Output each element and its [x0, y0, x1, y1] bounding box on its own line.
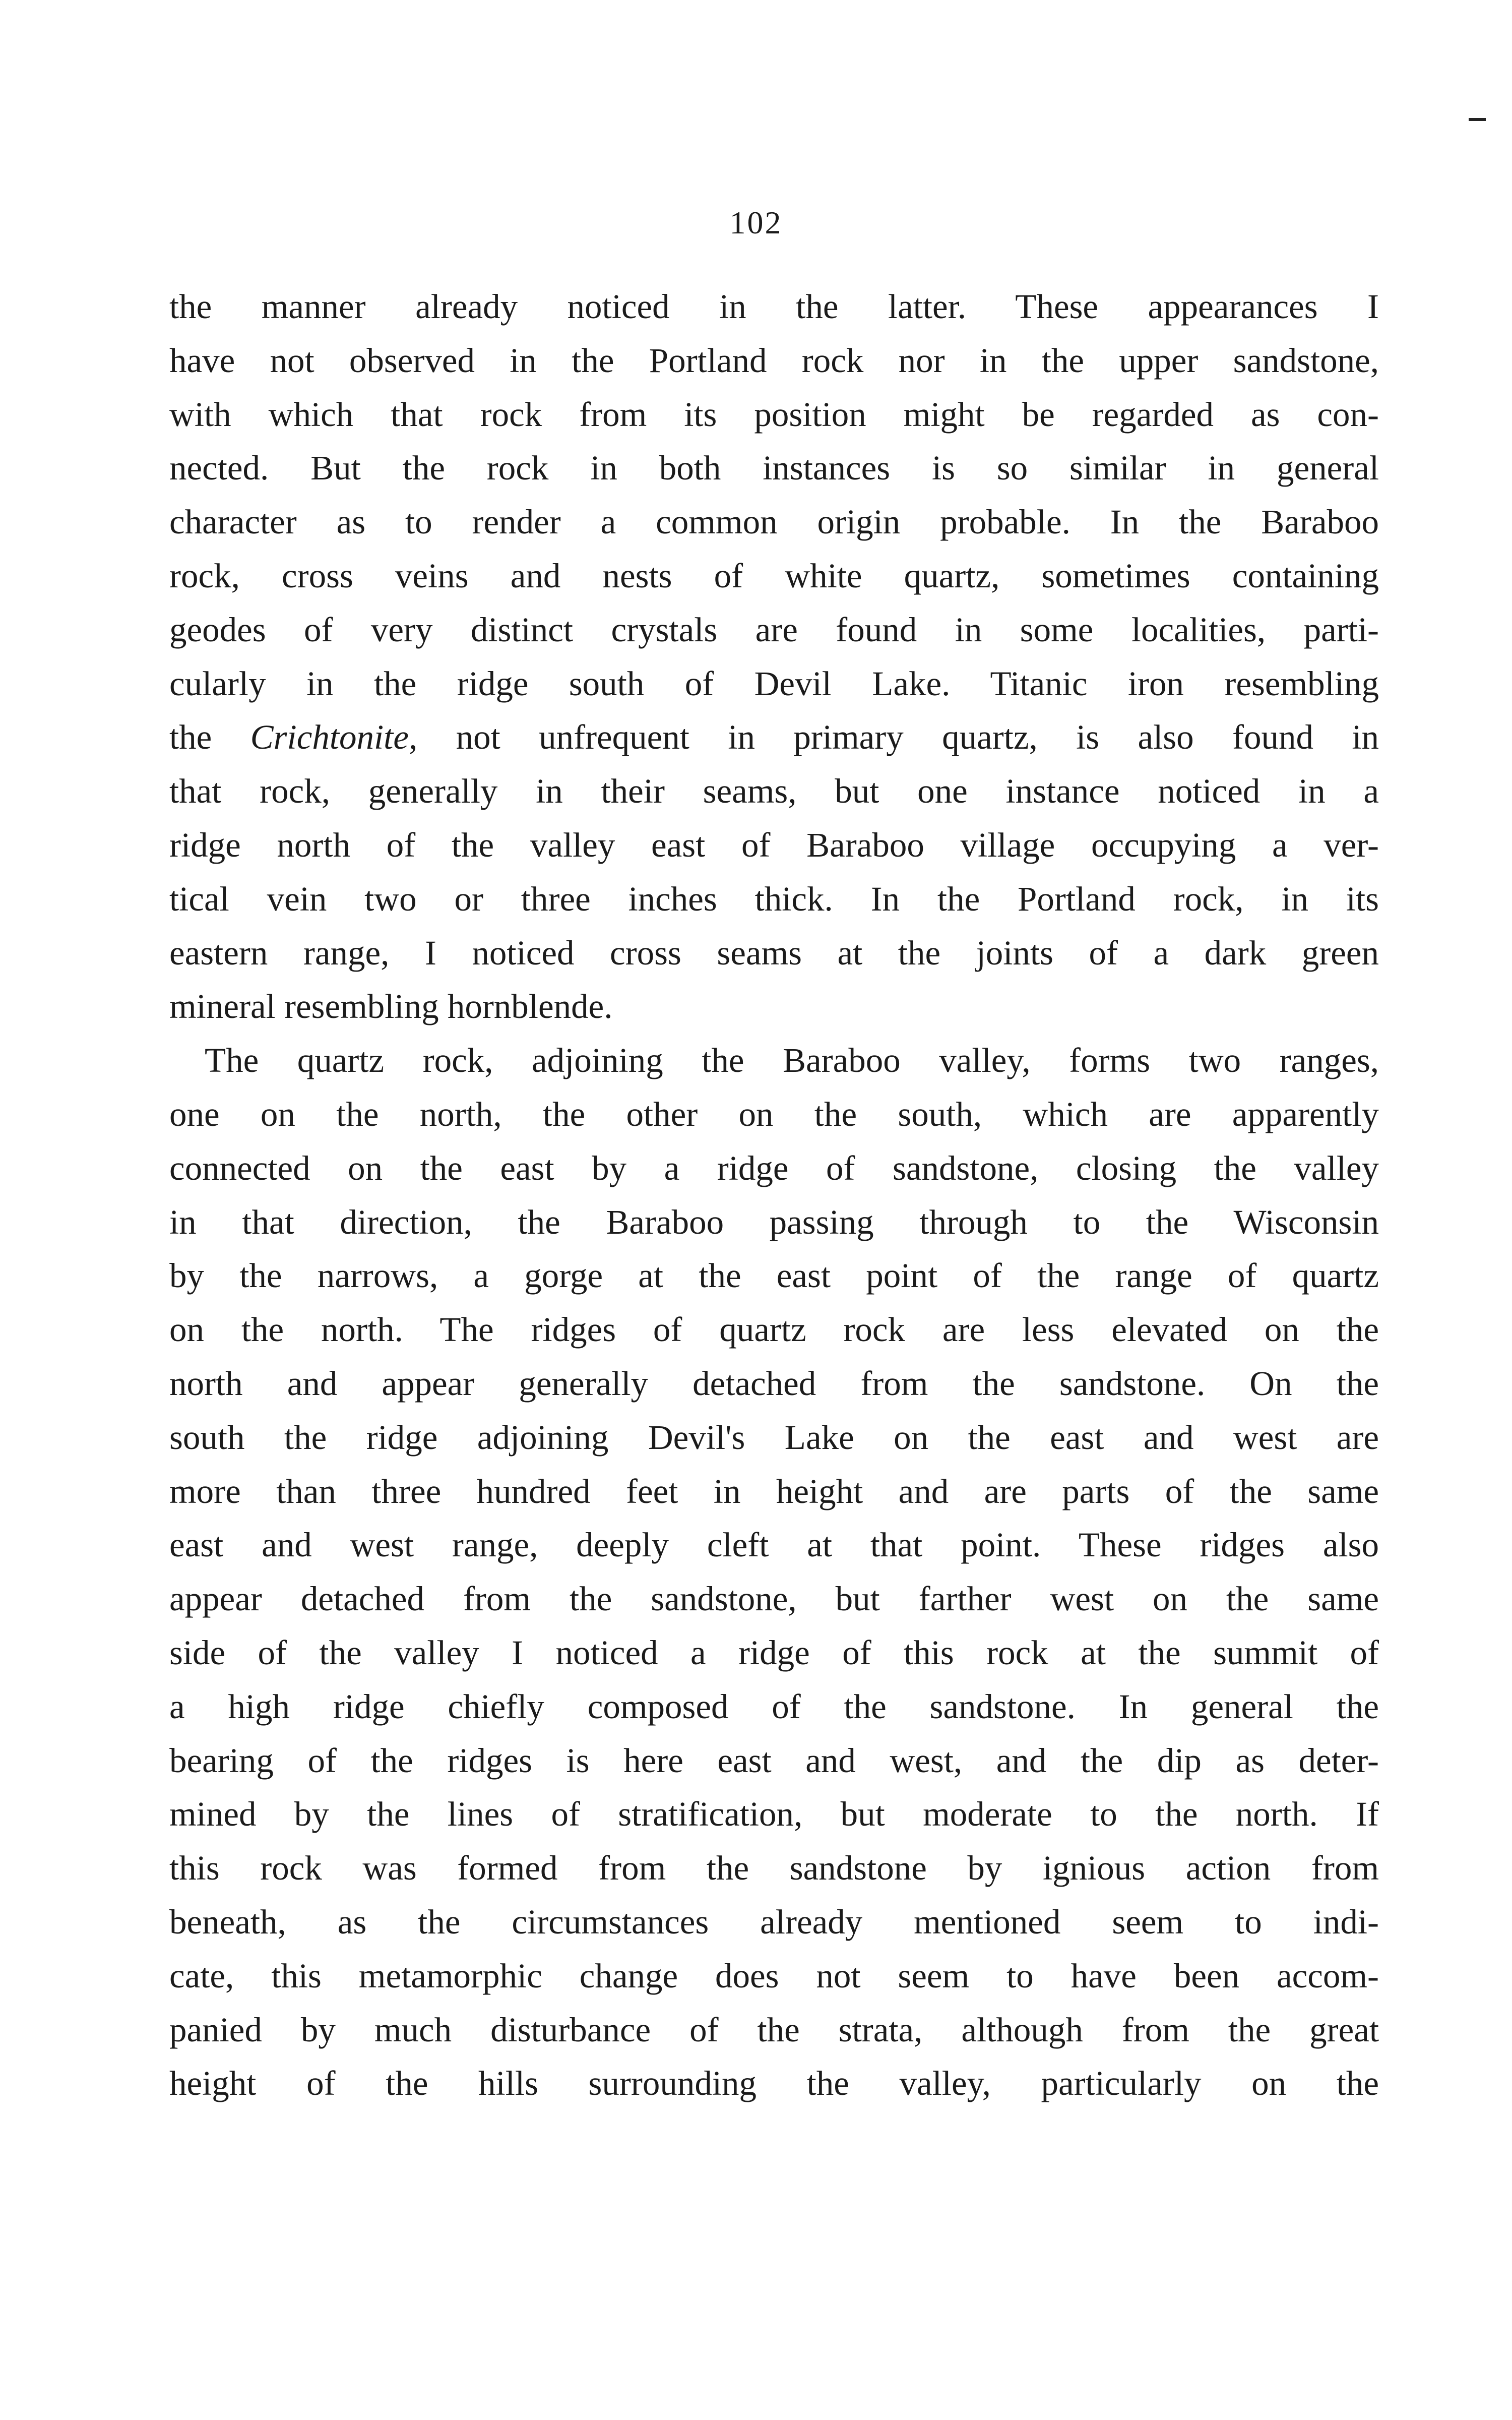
text-line: rock, cross veins and nests of white quartz, sometimes containing — [169, 556, 1379, 595]
text-line: The quartz rock, adjoining the Baraboo valley, forms two ranges, — [205, 1041, 1379, 1080]
text-line: more than three hundred feet in height and are parts of the same — [169, 1472, 1379, 1510]
text-line: a high ridge chiefly composed of the sandstone. In general the — [169, 1687, 1379, 1726]
italic-term: Crichtonite — [250, 718, 409, 757]
paragraph-2 — [169, 1034, 1379, 2110]
text-line: eastern range, I noticed cross seams at the joints of a dark green — [169, 933, 1379, 972]
text-line: character as to render a common origin probable. In the Baraboo — [169, 503, 1379, 541]
text-line: panied by much disturbance of the strata, although from the great — [169, 2010, 1379, 2049]
text-line: by the narrows, a gorge at the east point of the range of quartz — [169, 1256, 1379, 1295]
text-line: appear detached from the sandstone, but farther west on the same — [169, 1580, 1379, 1618]
page-edge-mark — [1469, 118, 1486, 121]
text-line: height of the hills surrounding the valley, particularly on the — [169, 2064, 1379, 2103]
text-line: east and west range, deeply cleft at that point. These ridges also — [169, 1526, 1379, 1564]
text-line: geodes of very distinct crystals are found in some localities, parti- — [169, 610, 1379, 649]
page-number: 102 — [729, 205, 783, 240]
body-text — [169, 280, 1379, 2110]
text-line: the manner already noticed in the latter. These appearances I — [169, 287, 1379, 326]
text-line: this rock was formed from the sandstone by ignious action from — [169, 1849, 1379, 1888]
text-line: ridge north of the valley east of Baraboo village occupying a ver- — [169, 825, 1379, 864]
text-line: on the north. The ridges of quartz rock are less elevated on the — [169, 1310, 1379, 1349]
text-line: have not observed in the Portland rock nor in the upper sandstone, — [169, 341, 1379, 380]
text-line: nected. But the rock in both instances is so similar in general — [169, 449, 1379, 488]
text-line: north and appear generally detached from the sandstone. On the — [169, 1364, 1379, 1403]
text-line: side of the valley I noticed a ridge of this rock at the summit of — [169, 1633, 1379, 1672]
text-line: the Crichtonite, not unfrequent in primary quartz, is also found in — [169, 718, 1379, 757]
text-line: bearing of the ridges is here east and west, and the dip as deter- — [169, 1741, 1379, 1780]
text-line: mineral resembling hornblende. — [169, 987, 613, 1026]
text-line: tical vein two or three inches thick. In the Portland rock, in its — [169, 879, 1379, 918]
text-line: south the ridge adjoining Devil's Lake on the east and west are — [169, 1418, 1379, 1457]
text-line: mined by the lines of stratification, but moderate to the north. If — [169, 1795, 1379, 1834]
text-line: with which that rock from its position might be regarded as con- — [169, 395, 1379, 434]
text-line: that rock, generally in their seams, but one instance noticed in a — [169, 772, 1379, 811]
text-line: connected on the east by a ridge of sandstone, closing the valley — [169, 1148, 1379, 1187]
text-line: cularly in the ridge south of Devil Lake. Titanic iron resembling — [169, 664, 1379, 703]
text-line: beneath, as the circumstances already mentioned seem to indi- — [169, 1902, 1379, 1941]
text-line: cate, this metamorphic change does not seem to have been accom- — [169, 1956, 1379, 1995]
text-line: one on the north, the other on the south, which are apparently — [169, 1095, 1379, 1133]
paragraph-1 — [169, 280, 1379, 1034]
text-line: in that direction, the Baraboo passing through to the Wisconsin — [169, 1202, 1379, 1241]
